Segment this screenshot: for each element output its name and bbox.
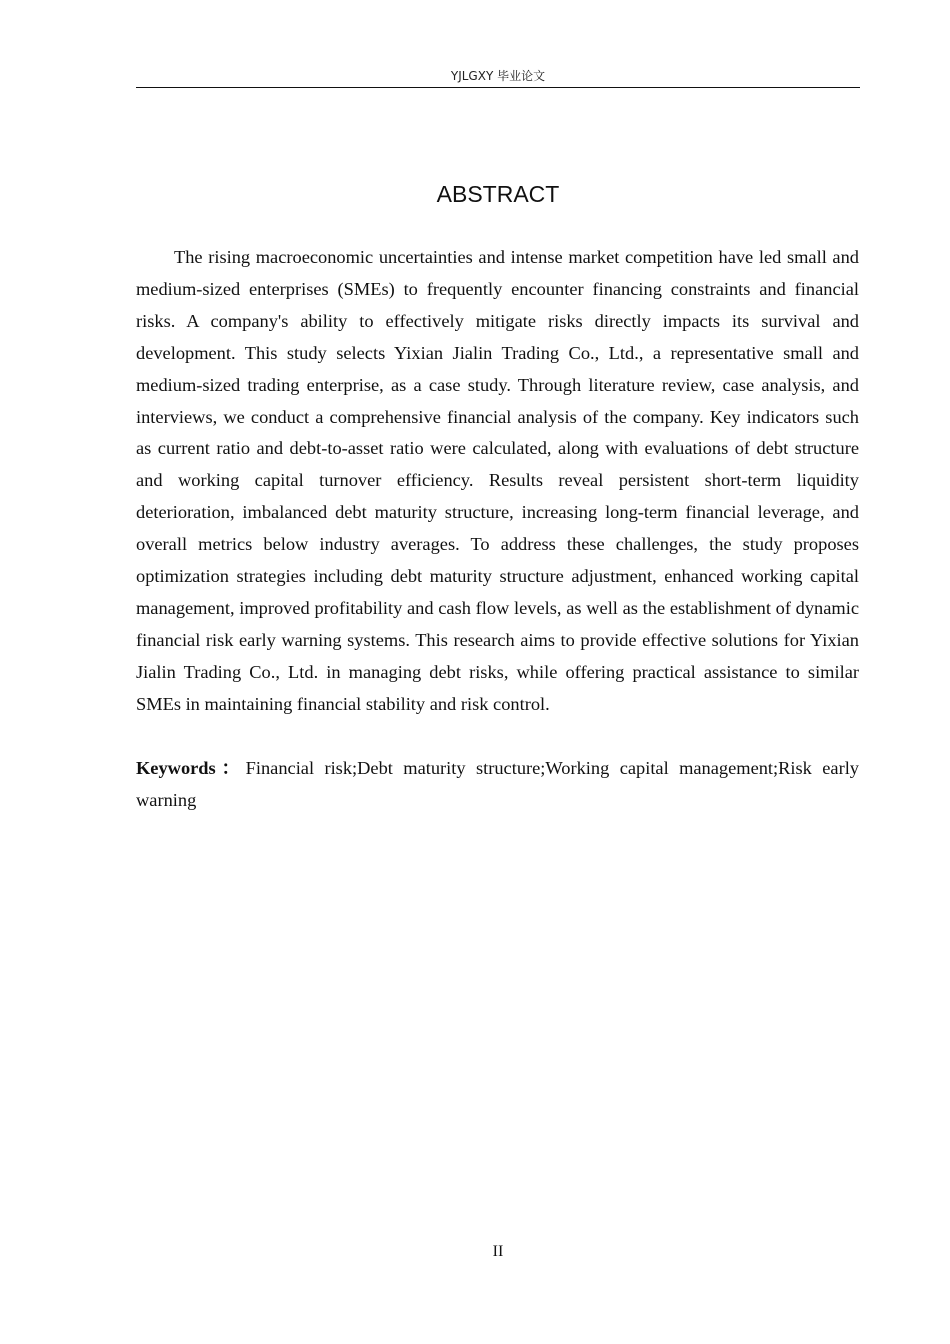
page-number: II — [492, 1243, 504, 1260]
keywords-text: Financial risk;Debt maturity structure;Working capital management;Risk early warning — [136, 758, 860, 810]
keywords-label: Keywords： — [136, 758, 246, 778]
header-divider — [136, 87, 860, 88]
abstract-paragraph: The rising macroeconomic uncertainties and intense market competition have led small and medium-sized enterprises (SMEs) to frequently encounter financing constraints and financial risks. A company's ability to effectively mitigate risks directly impacts its survival and development. This study selects Yixian Jialin Trading Co., Ltd., a representative small and medium-sized trading enterprise, as a case study. Through literature review, case analysis, and interviews, we conduct a comprehensive financial analysis of the company. Key indicators such as current ratio and debt-to-asset ratio were calculated, along with evaluations of debt structure and working capital turnover efficiency. Results reveal persistent short-term liquidity deterioration, imbalanced debt maturity structure, increasing long-term financial leverage, and overall metrics below industry averages. To address these challenges, the study proposes optimization strategies including debt maturity structure adjustment, enhanced working capital management, improved profitability and cash flow levels, as well as the establishment of dynamic financial risk early warning systems. This research aims to provide effective solutions for Yixian Jialin Trading Co., Ltd. in managing debt risks, while offering practical assistance to similar SMEs in maintaining financial stability and risk control. — [136, 247, 859, 714]
abstract-title: ABSTRACT — [436, 181, 560, 207]
keywords-line — [136, 753, 859, 817]
page-header: YJLGXY 毕业论文 — [450, 69, 546, 83]
